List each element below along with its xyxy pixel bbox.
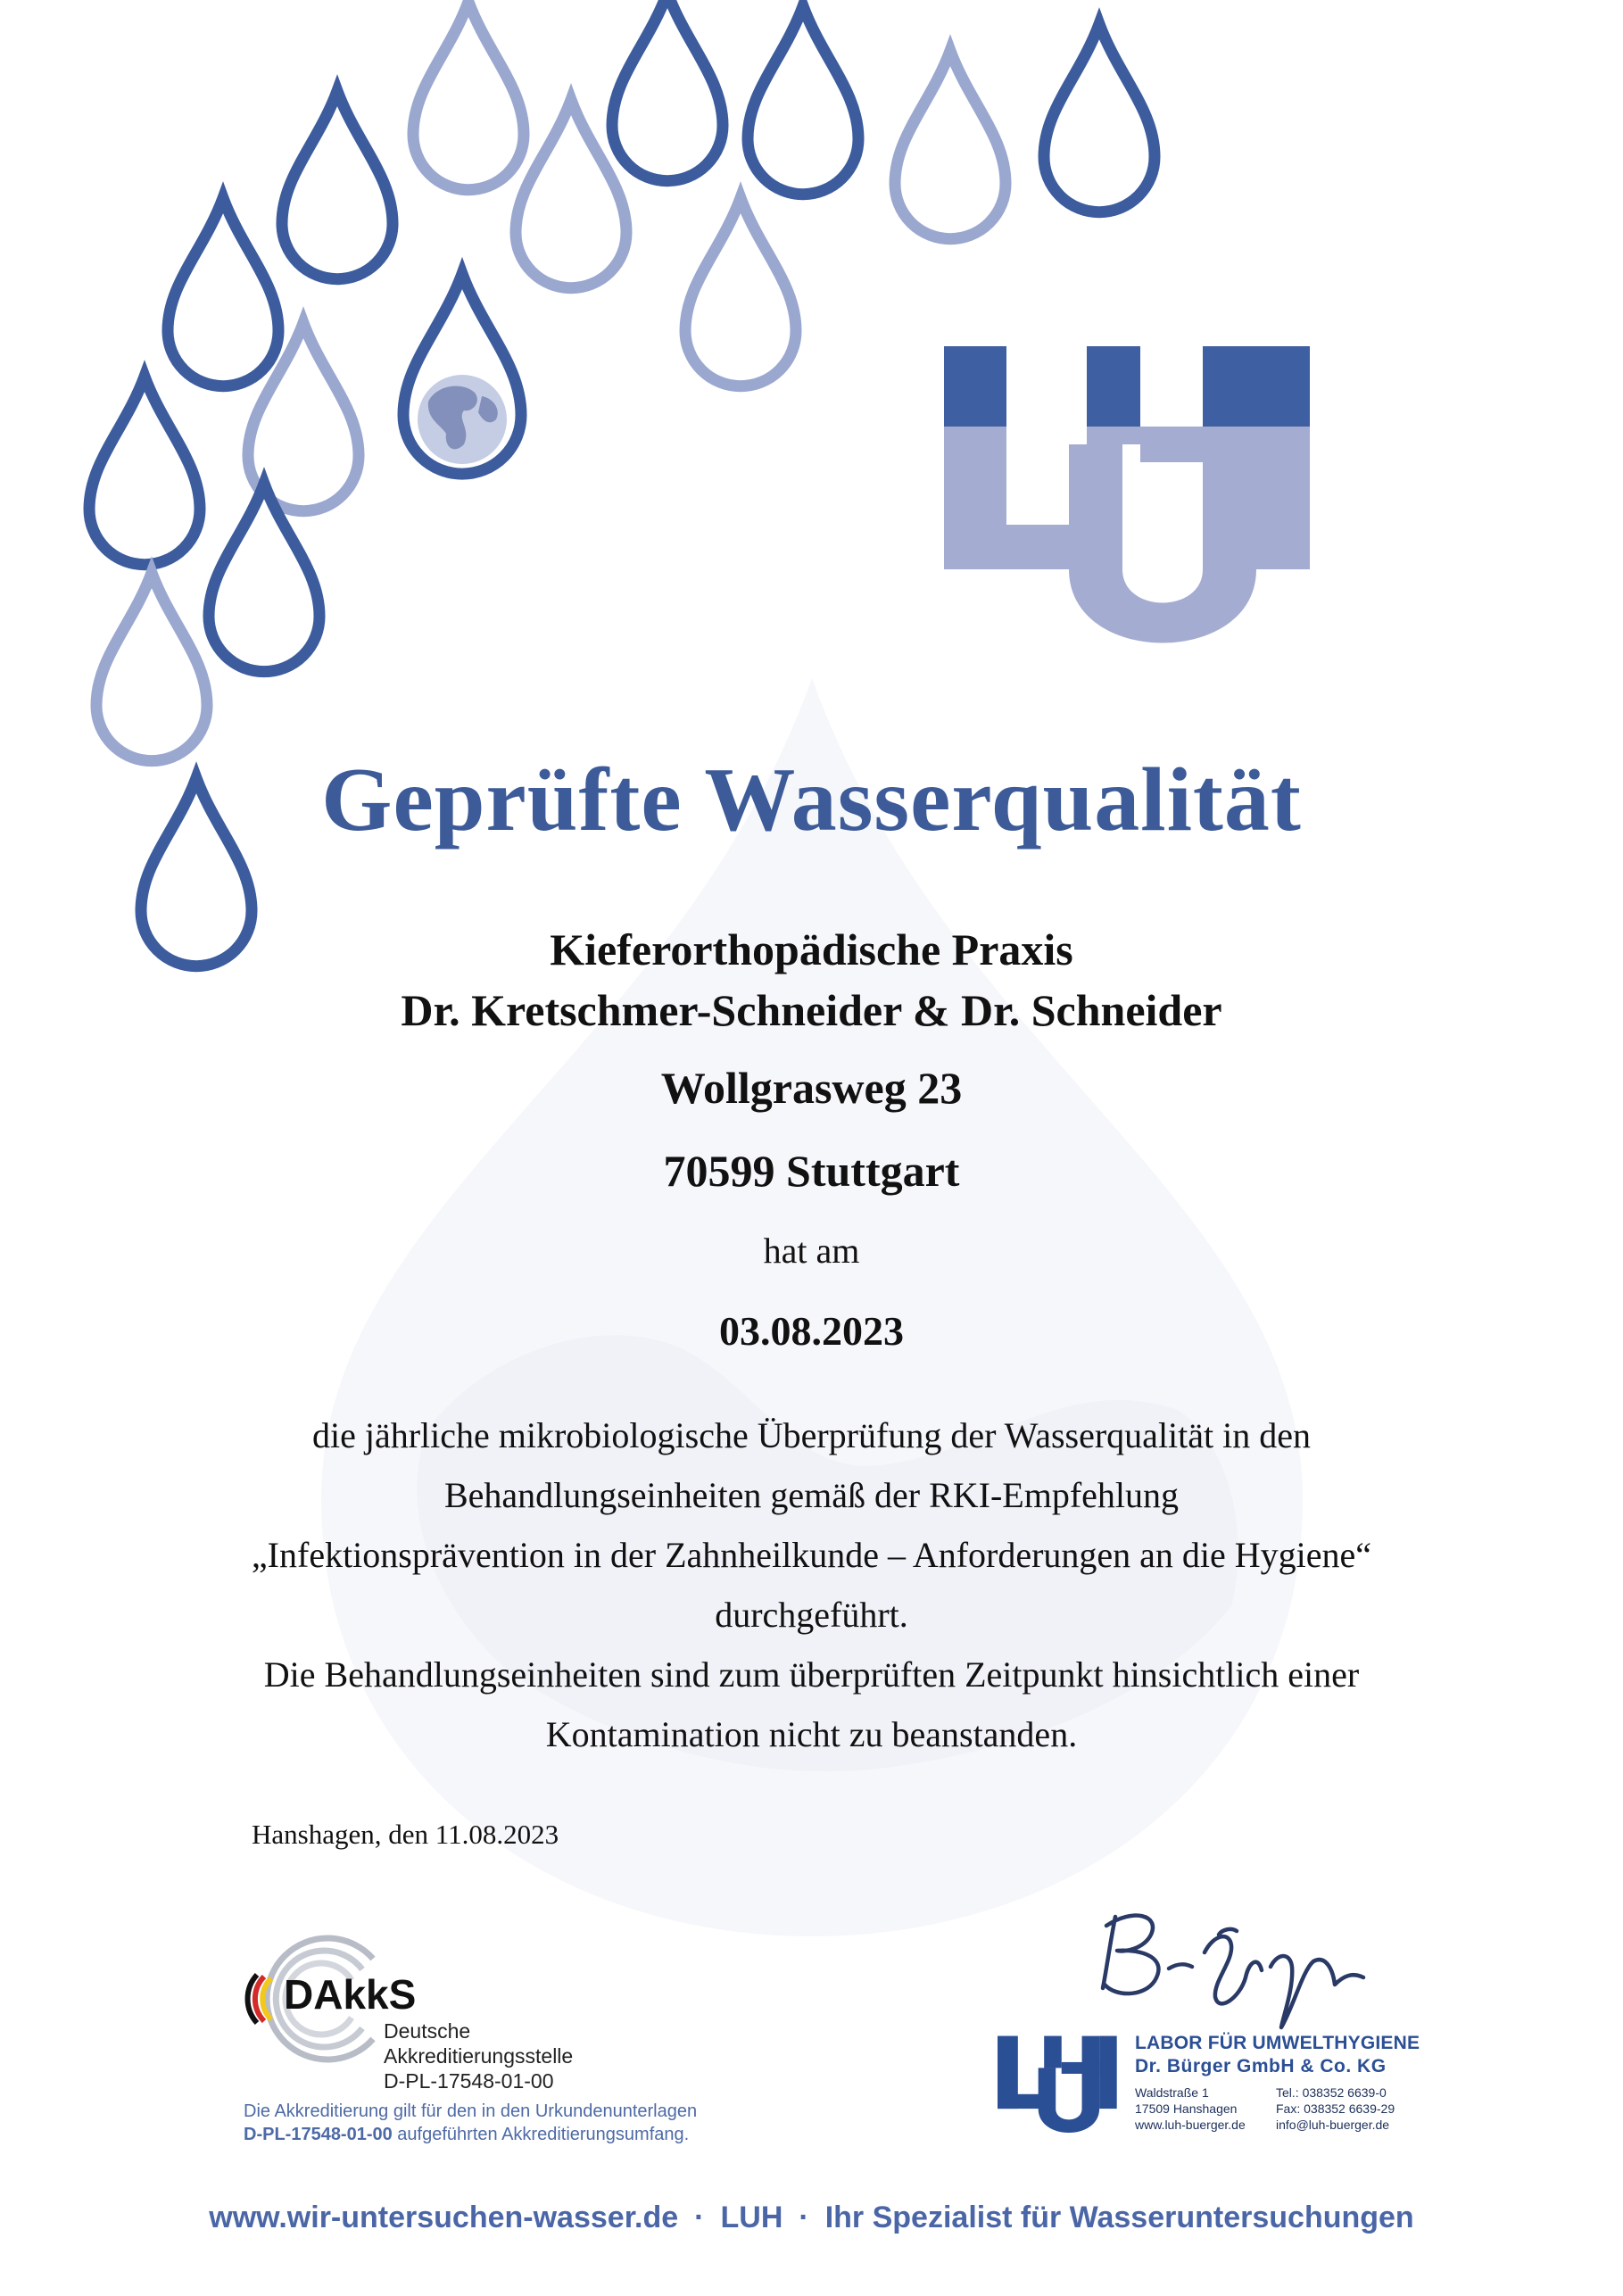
water-drop-icon: [89, 377, 200, 565]
body-line: Behandlungseinheiten gemäß der RKI-Empfehlung: [443, 1475, 1180, 1515]
lab-zip-city: 17509 Hanshagen: [1135, 2101, 1238, 2116]
body-line: Kontamination nicht zu beanstanden.: [545, 1714, 1078, 1754]
lab-info: [1135, 2033, 1420, 2133]
lab-name-line-1: LABOR FÜR UMWELTHYGIENE: [1135, 2033, 1420, 2053]
water-drop-icon: [96, 573, 207, 761]
water-drop-icon: [685, 198, 796, 386]
footer-website[interactable]: www.wir-untersuchen-wasser.de: [209, 2201, 679, 2234]
accreditation-note: [244, 2100, 697, 2146]
footer-separator: ·: [799, 2201, 809, 2234]
place-date: Hanshagen, den 11.08.2023: [252, 1819, 559, 1850]
signature: [1080, 1899, 1383, 2033]
lab-fax: Fax: 038352 6639-29: [1276, 2101, 1395, 2116]
body-line: die jährliche mikrobiologische Überprüfung der Wasserqualität in den: [311, 1415, 1312, 1455]
water-drop-icon: [282, 91, 393, 279]
luh-small-logo: [998, 2027, 1131, 2143]
address-city: 70599 Stuttgart: [663, 1146, 960, 1196]
footer: [0, 2201, 1623, 2235]
globe-icon: [418, 375, 507, 464]
lab-name-line-2: Dr. Bürger GmbH & Co. KG: [1135, 2056, 1387, 2076]
accreditation-note-line-1: Die Akkreditierung gilt für den in den Urkundenunterlagen: [244, 2101, 698, 2121]
water-drop-icon: [895, 51, 1006, 239]
accreditation-note-rest: aufgeführten Akkreditierungsumfang.: [392, 2125, 690, 2144]
footer-tagline: Ihr Spezialist für Wasseruntersuchungen: [824, 2201, 1414, 2234]
hat-am-text: hat am: [763, 1231, 860, 1271]
dakks-line-2: Akkreditierungsstelle: [384, 2044, 574, 2068]
practice-name: [0, 919, 1623, 1040]
water-drop-icon: [1044, 24, 1155, 212]
test-date: 03.08.2023: [719, 1308, 904, 1354]
lab-contact: [1135, 2085, 1420, 2133]
practice-line-2: Dr. Kretschmer-Schneider & Dr. Schneider: [401, 985, 1222, 1035]
water-drop-icon: [748, 6, 858, 195]
body-line: Die Behandlungseinheiten sind zum überprüften Zeitpunkt hinsichtlich einer: [263, 1654, 1360, 1695]
luh-logo: [944, 346, 1354, 650]
body-line: durchgeführt.: [715, 1595, 908, 1635]
lab-phone: [1276, 2085, 1395, 2133]
body-line: „Infektionsprävention in der Zahnheilkunde – Anforderungen an die Hygiene“: [251, 1535, 1372, 1575]
accreditation-code: D-PL-17548-01-00: [244, 2125, 393, 2144]
lab-address: [1135, 2085, 1276, 2133]
footer-separator: ·: [694, 2201, 705, 2234]
practice-line-1: Kieferorthopädische Praxis: [550, 924, 1073, 974]
water-drop-icon: [413, 2, 524, 190]
dakks-name: DAkkS: [284, 1971, 417, 2018]
drops-decoration: [0, 0, 1623, 1026]
lab-tel: Tel.: 038352 6639-0: [1276, 2085, 1387, 2100]
water-drop-icon: [612, 0, 723, 181]
dakks-line-3: D-PL-17548-01-00: [384, 2069, 554, 2093]
footer-brand: LUH: [720, 2201, 783, 2234]
accreditation-note-line-2: [244, 2123, 697, 2146]
water-drop-icon: [168, 198, 278, 386]
dakks-line-1: Deutsche: [384, 2019, 471, 2043]
certificate-body: [0, 1405, 1623, 1764]
address-street: Wollgrasweg 23: [660, 1063, 963, 1113]
lab-web: www.luh-buerger.de: [1135, 2118, 1246, 2132]
page-title: Geprüfte Wasserqualität: [321, 750, 1302, 850]
dakks-info: [384, 2018, 573, 2093]
lab-email: info@luh-buerger.de: [1276, 2118, 1390, 2132]
lab-street: Waldstraße 1: [1135, 2085, 1209, 2100]
